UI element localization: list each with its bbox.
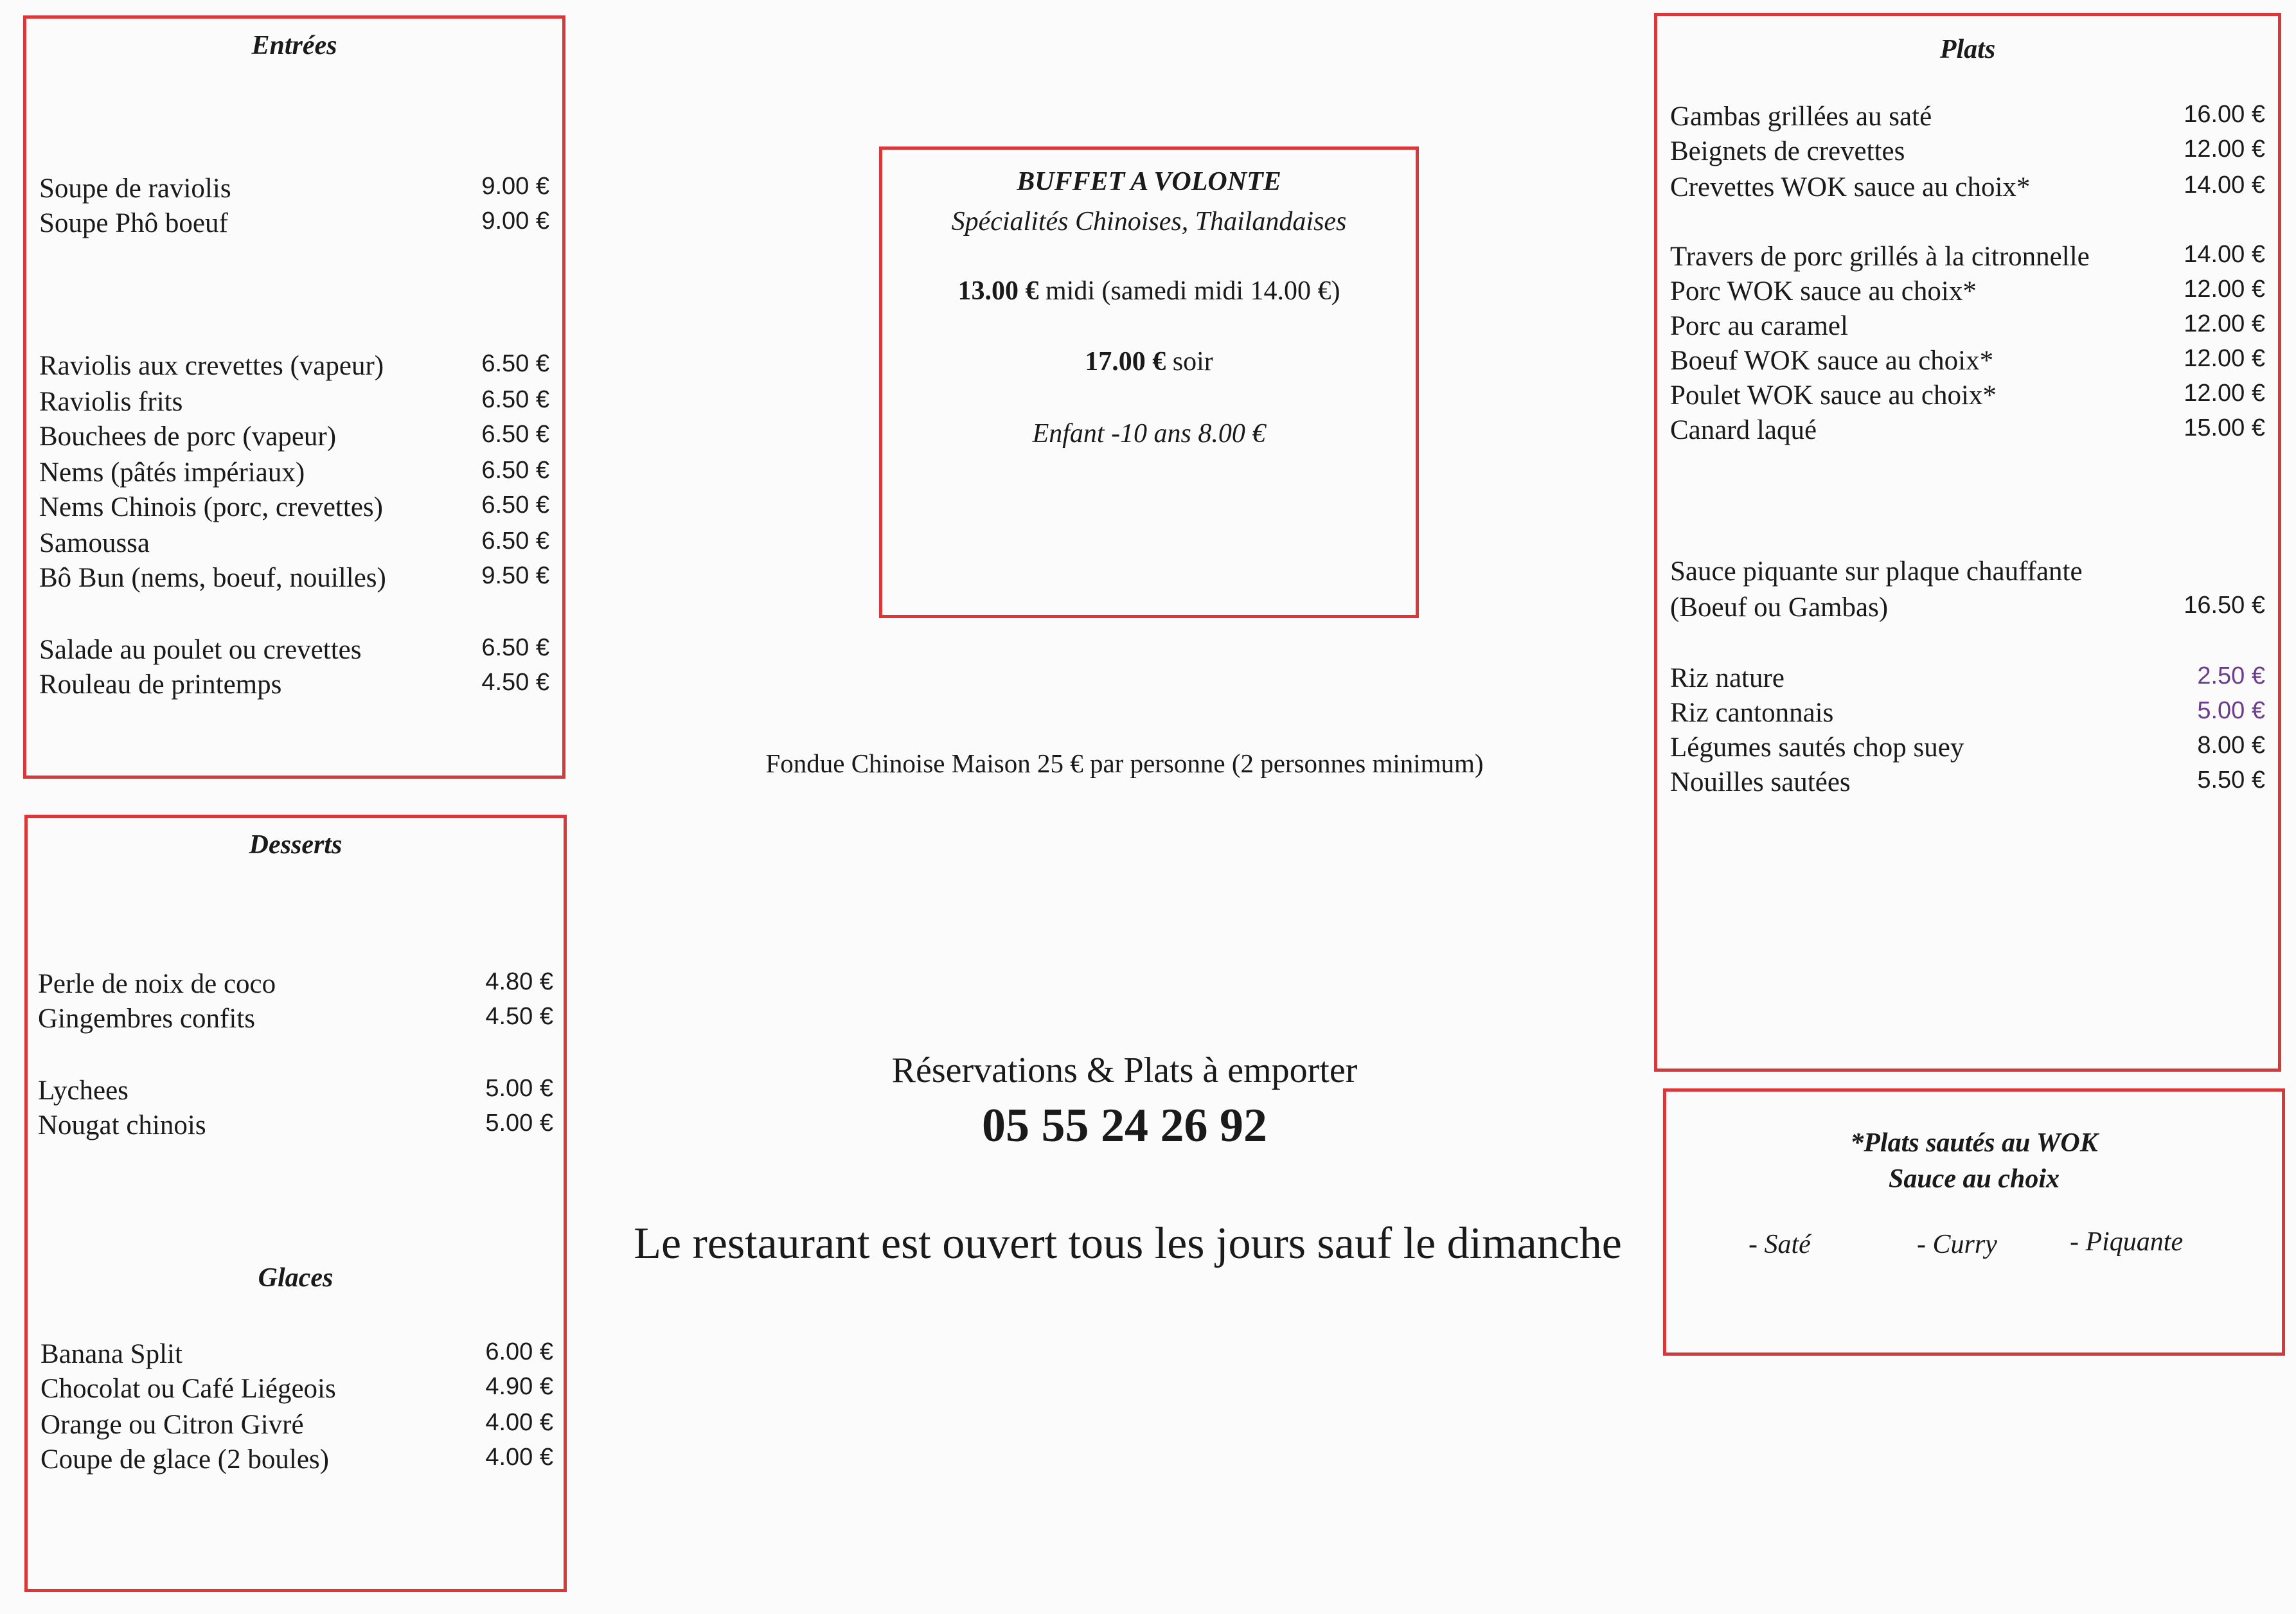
menu-item-name: Boeuf WOK sauce au choix* [1670, 346, 1994, 376]
plats-title: Plats [1939, 35, 1996, 64]
menu-item [1657, 310, 2278, 346]
menu-item [1657, 592, 2278, 628]
reservations-label: Réservations & Plats à emporter [891, 1051, 1358, 1090]
buffet-midi-text: midi (samedi midi 14.00 €) [1038, 276, 1340, 306]
menu-item-name: Nems (pâtés impériaux) [39, 457, 305, 488]
menu-item-price: 6.50 € [481, 528, 549, 554]
menu-item-name: Orange ou Citron Givré [40, 1410, 304, 1440]
menu-item-name: Porc WOK sauce au choix* [1670, 276, 1977, 306]
menu-item [26, 421, 562, 457]
menu-item-name: Samoussa [39, 528, 150, 558]
menu-item-name: Riz cantonnais [1670, 698, 1834, 728]
menu-item-price: 12.00 € [2184, 310, 2265, 337]
menu-item [26, 386, 562, 422]
menu-item-price: 5.00 € [485, 1075, 553, 1102]
menu-item-name: Banana Split [40, 1339, 182, 1369]
menu-item [26, 669, 562, 705]
menu-item [1657, 414, 2278, 450]
menu-item [1657, 172, 2278, 208]
opening-hours: Le restaurant est ouvert tous les jours sauf le dimanche [634, 1219, 1622, 1268]
menu-item-name: Sauce piquante sur plaque chauffante [1670, 556, 2083, 587]
menu-item [1657, 662, 2278, 698]
menu-item-name: Perle de noix de coco [38, 969, 276, 999]
menu-item [26, 208, 562, 244]
menu-item [26, 173, 562, 209]
menu-item-name: Rouleau de printemps [39, 670, 282, 700]
menu-item [28, 1444, 564, 1480]
menu-item-price: 12.00 € [2184, 136, 2265, 163]
menu-item-price: 5.50 € [2197, 767, 2265, 794]
menu-item-name: Travers de porc grillés à la citronnelle [1670, 242, 2090, 272]
menu-item-name: Canard laqué [1670, 415, 1817, 445]
menu-item-name: Chocolat ou Café Liégeois [40, 1374, 336, 1404]
menu-item [1657, 241, 2278, 277]
menu-item [28, 1373, 564, 1409]
wok-title-line2: Sauce au choix [1888, 1164, 2060, 1194]
menu-item-name: Nems Chinois (porc, crevettes) [39, 492, 383, 522]
menu-item-price: 2.50 € [2197, 662, 2265, 689]
buffet-midi-price: 13.00 € [957, 276, 1039, 306]
menu-item-name: Bô Bun (nems, boeuf, nouilles) [39, 563, 386, 593]
menu-item-name: Beignets de crevettes [1670, 136, 1905, 166]
menu-item-price: 12.00 € [2184, 276, 2265, 303]
menu-item-price: 6.50 € [481, 421, 549, 448]
menu-item-price: 14.00 € [2184, 241, 2265, 268]
menu-item-price: 4.50 € [481, 669, 549, 696]
menu-item-name: Bouchees de porc (vapeur) [39, 421, 337, 452]
menu-item [1657, 345, 2278, 381]
menu-item-name: Coupe de glace (2 boules) [40, 1444, 329, 1475]
menu-item-price: 16.50 € [2184, 592, 2265, 619]
glaces-title: Glaces [258, 1263, 334, 1293]
entrees-title: Entrées [251, 31, 337, 60]
menu-item [1657, 380, 2278, 416]
menu-item-price: 6.50 € [481, 634, 549, 661]
menu-item-price: 16.00 € [2184, 101, 2265, 128]
menu-item-name: Soupe Phô boeuf [39, 208, 228, 238]
buffet-soir [882, 346, 1416, 377]
menu-item-name: Gingembres confits [38, 1004, 255, 1034]
buffet-midi [882, 276, 1416, 306]
buffet-box [879, 146, 1419, 618]
menu-item-price: 9.50 € [481, 562, 549, 589]
menu-item-price: 6.50 € [481, 457, 549, 484]
menu-item [26, 634, 562, 670]
menu-item [26, 492, 562, 528]
menu-item-name: Salade au poulet ou crevettes [39, 635, 362, 665]
menu-item-name: Raviolis frits [39, 387, 183, 417]
menu-item [1657, 697, 2278, 733]
wok-box [1663, 1088, 2285, 1356]
menu-item-price: 5.00 € [2197, 697, 2265, 724]
menu-item [1657, 276, 2278, 312]
fondue-note: Fondue Chinoise Maison 25 € par personne (2 personnes minimum) [765, 749, 1484, 778]
menu-item [1657, 767, 2278, 803]
menu-item-price: 4.00 € [485, 1444, 553, 1471]
menu-item-name: Nougat chinois [38, 1110, 206, 1140]
buffet-subtitle: Spécialités Chinoises, Thailandaises [951, 207, 1347, 236]
menu-item-price: 4.90 € [485, 1373, 553, 1400]
menu-item-name: Légumes sautés chop suey [1670, 732, 1964, 763]
plats-box [1654, 13, 2281, 1072]
menu-item-name: Crevettes WOK sauce au choix* [1670, 172, 2031, 202]
buffet-enfant: Enfant -10 ans 8.00 € [1032, 419, 1266, 448]
menu-item [28, 1003, 564, 1039]
menu-item-name: Soupe de raviolis [39, 173, 231, 204]
desserts-box [24, 815, 567, 1592]
menu-item-price: 9.00 € [481, 208, 549, 235]
menu-item-price: 5.00 € [485, 1110, 553, 1137]
menu-item-price: 6.50 € [481, 386, 549, 413]
buffet-soir-price: 17.00 € [1085, 347, 1166, 377]
menu-item-price: 4.80 € [485, 968, 553, 995]
menu-item-price: 4.50 € [485, 1003, 553, 1030]
reservations-phone: 05 55 24 26 92 [982, 1099, 1267, 1152]
wok-option-piquante: - Piquante [2070, 1227, 2184, 1257]
menu-item-price: 6.50 € [481, 350, 549, 377]
menu-item-name: Raviolis aux crevettes (vapeur) [39, 351, 384, 381]
menu-item-name: Riz nature [1670, 663, 1784, 693]
menu-item-name: Porc au caramel [1670, 311, 1848, 341]
menu-item-name: Lychees [38, 1076, 129, 1106]
wok-title-line1: *Plats sautés au WOK [1850, 1128, 2098, 1158]
menu-item-price: 8.00 € [2197, 732, 2265, 759]
menu-item [26, 562, 562, 598]
menu-item-price: 12.00 € [2184, 380, 2265, 407]
wok-option-curry: - Curry [1917, 1230, 1997, 1259]
menu-item-price: 4.00 € [485, 1409, 553, 1436]
menu-item [1657, 556, 2278, 592]
entrees-box [23, 15, 565, 779]
menu-item [28, 1338, 564, 1374]
desserts-title: Desserts [249, 830, 343, 860]
menu-item-name: Gambas grillées au saté [1670, 102, 1932, 132]
menu-item-name: (Boeuf ou Gambas) [1670, 592, 1889, 623]
menu-item [28, 1409, 564, 1445]
menu-item [26, 457, 562, 493]
menu-item-price: 12.00 € [2184, 345, 2265, 372]
menu-item [26, 528, 562, 563]
menu-item-price: 6.00 € [485, 1338, 553, 1365]
menu-item-name: Nouilles sautées [1670, 767, 1851, 797]
menu-item-price: 9.00 € [481, 173, 549, 200]
buffet-soir-text: soir [1166, 347, 1213, 377]
menu-item [1657, 136, 2278, 172]
menu-item-price: 15.00 € [2184, 414, 2265, 441]
menu-item-price: 14.00 € [2184, 172, 2265, 199]
wok-option-sate: - Saté [1749, 1230, 1811, 1259]
menu-item [28, 1075, 564, 1111]
menu-item [1657, 101, 2278, 137]
buffet-title: BUFFET A VOLONTE [1017, 167, 1281, 197]
menu-item-price: 6.50 € [481, 492, 549, 519]
menu-item [1657, 732, 2278, 768]
menu-item-name: Poulet WOK sauce au choix* [1670, 380, 1997, 411]
menu-item [28, 968, 564, 1004]
menu-item [26, 350, 562, 386]
menu-item [28, 1110, 564, 1146]
